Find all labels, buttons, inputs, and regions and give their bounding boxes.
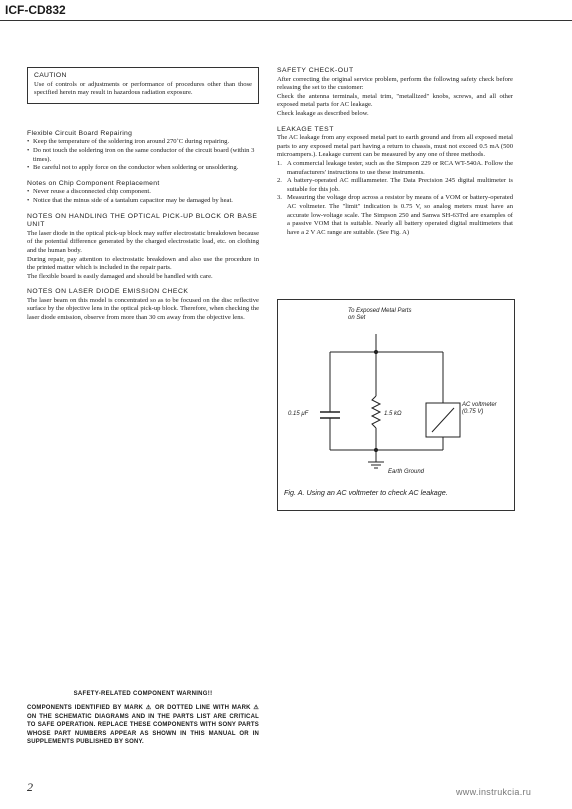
- watermark: www.instrukcia.ru: [456, 787, 532, 797]
- resistor: [372, 396, 380, 428]
- model-title: ICF-CD832: [5, 3, 66, 17]
- figure-caption: Fig. A. Using an AC voltmeter to check AC leakage.: [284, 488, 448, 497]
- laser-emission-text: The laser beam on this model is concentrated so as to be focused on the disc reflective surface by the objective lens in the optical pick-up block. Therefore, when checking the laser diode emission, observe from more than 30 cm away from the objective lens.: [27, 296, 259, 322]
- label-to-exposed-metal: To Exposed Metal Parts on Set: [348, 308, 412, 321]
- item-text: Measuring the voltage drop across a resistor by means of a VOM or battery-operated AC voltmeter. The "limit" indication is 0.75 V, so analog meters must have an accurate low-voltage scale. The Simpson 250 and Sanwa SH-63Trd are examples of a passive VOM that is suitable. Nearly all battery operated digital multimeters that have a 2 V AC range are suitable. (See Fig. A): [287, 194, 513, 236]
- flex-board-section: [27, 130, 259, 173]
- label-capacitor: 0.15 μF: [288, 411, 309, 417]
- paragraph: The flexible board is easily damaged and should be handled with care.: [27, 272, 213, 280]
- flex-board-title: Flexible Circuit Board Repairing: [27, 129, 133, 137]
- list-item: [277, 177, 513, 194]
- label-voltmeter: AC voltmeter (0.75 V): [462, 402, 497, 415]
- leakage-test-section: [277, 126, 513, 238]
- caution-text: Use of controls or adjustments or performance of procedures other than those specified herein may result in hazardous radiation exposure.: [34, 80, 252, 97]
- list-item: [277, 194, 513, 237]
- paragraph: During repair, pay attention to electrostatic breakdown and also use the procedure in the printed matter which is included in the repair parts.: [27, 255, 259, 272]
- leakage-methods-list: [277, 160, 513, 237]
- item-number: 3.: [277, 194, 282, 202]
- paragraph: The laser diode in the optical pick-up block may suffer electrostatic breakdown because of the potential difference generated by the charged electrostatic load, etc. on clothing and the human body.: [27, 229, 259, 254]
- leakage-test-title: LEAKAGE TEST: [277, 125, 334, 133]
- paragraph: After correcting the original service problem, perform the following safety check before releasing the set to the customer:: [277, 75, 513, 92]
- right-column: [277, 67, 513, 244]
- label-resistor: 1.5 kΩ: [384, 411, 402, 417]
- caution-title: CAUTION: [34, 72, 67, 79]
- left-column: [27, 67, 259, 330]
- page-number: 2: [27, 780, 33, 794]
- list-item: • Never reuse a disconnected chip component.: [27, 188, 259, 197]
- list-item: • Be careful not to apply force on the conductor when soldering or unsoldering.: [27, 164, 259, 173]
- laser-emission-title: NOTES ON LASER DIODE EMISSION CHECK: [27, 288, 189, 296]
- optical-pickup-title: NOTES ON HANDLING THE OPTICAL PICK-UP BLOCK OR BASE UNIT: [27, 212, 258, 229]
- list-item: • Do not touch the soldering iron on the same conductor of the circuit board (within 3 times).: [27, 147, 259, 164]
- caution-box: [27, 67, 259, 104]
- list-item: [277, 160, 513, 177]
- paragraph: Check the antenna terminals, metal trim, "metallized" knobs, screws, and all other exposed metal parts for AC leakage.: [277, 92, 513, 109]
- optical-pickup-section: [27, 213, 259, 282]
- meter-needle: [432, 408, 454, 432]
- page-header: [0, 0, 572, 22]
- figure-a: [277, 299, 515, 511]
- header-rule: [0, 20, 572, 21]
- leakage-intro: The AC leakage from any exposed metal part to earth ground and from all exposed metal parts to any exposed metal part having a return to chassis, must not exceed 0.5 mA (500 microampers.). Leakage current can be measured by any one of three methods.: [277, 134, 513, 159]
- safety-checkout-section: [277, 67, 513, 119]
- flex-board-list: [27, 138, 259, 172]
- chip-component-list: [27, 188, 259, 205]
- list-item: • Notice that the minus side of a tantalum capacitor may be damaged by heat.: [27, 197, 259, 206]
- laser-emission-section: [27, 288, 259, 322]
- chip-component-title: Notes on Chip Component Replacement: [27, 179, 160, 187]
- safety-checkout-title: SAFETY CHECK-OUT: [277, 67, 354, 74]
- item-text: A commercial leakage tester, such as the Simpson 229 or RCA WT-540A. Follow the manufacturers' instructions to use these instruments.: [287, 159, 513, 176]
- label-earth-ground: Earth Ground: [388, 469, 425, 475]
- safety-warning: [27, 690, 259, 746]
- item-number: 1.: [277, 159, 282, 167]
- item-text: A battery-operated AC milliammeter. The Data Precision 245 digital multimeter is suitable for this job.: [287, 177, 513, 193]
- chip-component-section: [27, 180, 259, 206]
- warning-text: COMPONENTS IDENTIFIED BY MARK ⚠ OR DOTTED LINE WITH MARK ⚠ ON THE SCHEMATIC DIAGRAMS AND IN THE PARTS LIST ARE CRITICAL TO SAFE OPERATION. REPLACE THESE COMPONENTS WITH SONY PARTS WHOSE PART NUMBERS APPEAR AS SHOWN IN THIS MANUAL OR IN SUPPLEMENTS PUBLISHED BY SONY.: [27, 705, 259, 746]
- paragraph: Check leakage as described below.: [277, 109, 369, 117]
- warning-title: SAFETY-RELATED COMPONENT WARNING!!: [73, 691, 213, 697]
- list-item: • Keep the temperature of the soldering iron around 270˚C during repairing.: [27, 138, 259, 147]
- item-number: 2.: [277, 177, 282, 185]
